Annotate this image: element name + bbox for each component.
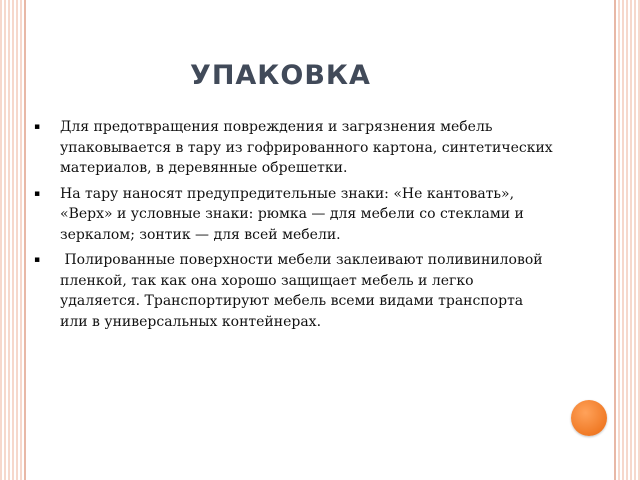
left-decorative-border — [0, 0, 26, 480]
bullet-item — [34, 184, 554, 246]
bullet-text: Для предотвращения повреждения и загрязнения мебель упаковывается в тару из гофрированного картона, синтетических материалов, в деревянные обрешетки. — [60, 119, 553, 176]
slide-title: УПАКОВКА — [190, 60, 371, 91]
slide-content — [34, 117, 554, 337]
bullet-item — [34, 250, 554, 332]
right-decorative-border — [614, 0, 640, 480]
bullet-item — [34, 117, 554, 179]
orange-circle-decoration — [571, 400, 607, 436]
bullet-text: Полированные поверхности мебели заклеивают поливиниловой пленкой, так как она хорошо защищает мебель и легко удаляется. Транспортируют мебель всеми видами транспорта или в универсальных контейнерах. — [60, 252, 548, 330]
bullet-text: На тару наносят предупредительные знаки: «Не кантовать», «Верх» и условные знаки: рюмка — для мебели со стеклами и зеркалом; зонтик — для всей мебели. — [60, 185, 524, 243]
bullet-marker: ▪ — [34, 255, 41, 265]
bullet-marker: ▪ — [34, 188, 41, 199]
bullet-marker: ▪ — [34, 122, 41, 132]
